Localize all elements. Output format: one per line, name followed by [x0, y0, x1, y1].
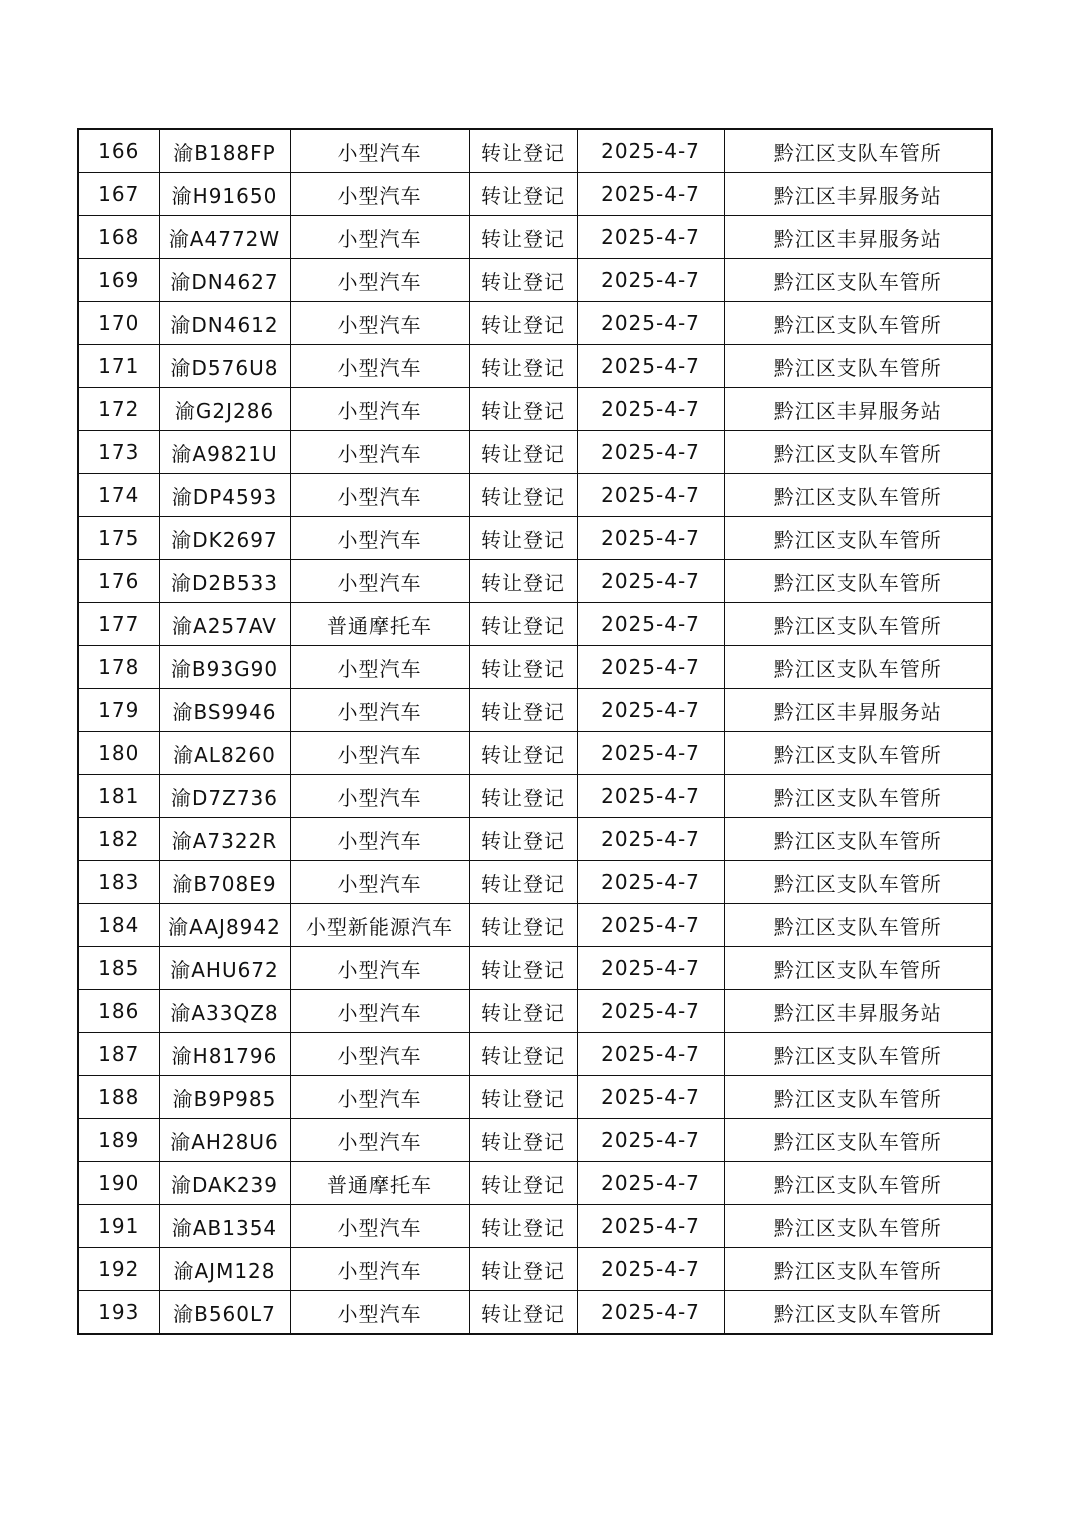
plate-number-cell: 渝A33QZ8	[159, 990, 290, 1033]
table-row	[78, 732, 992, 775]
office-cell: 黔江区支队车管所	[724, 1119, 992, 1162]
table-row	[78, 1162, 992, 1205]
vehicle-type-cell: 小型汽车	[290, 775, 469, 818]
date-cell: 2025-4-7	[577, 1119, 724, 1162]
vehicle-type-cell: 小型汽车	[290, 474, 469, 517]
office-cell: 黔江区支队车管所	[724, 861, 992, 904]
business-type-cell: 转让登记	[469, 646, 577, 689]
vehicle-type-cell: 小型汽车	[290, 129, 469, 173]
date-cell: 2025-4-7	[577, 1205, 724, 1248]
row-number-cell: 184	[78, 904, 159, 947]
office-cell: 黔江区支队车管所	[724, 1248, 992, 1291]
row-number-cell: 177	[78, 603, 159, 646]
business-type-cell: 转让登记	[469, 388, 577, 431]
table-row	[78, 1119, 992, 1162]
office-cell: 黔江区支队车管所	[724, 259, 992, 302]
date-cell: 2025-4-7	[577, 861, 724, 904]
date-cell: 2025-4-7	[577, 904, 724, 947]
row-number-cell: 188	[78, 1076, 159, 1119]
table-row	[78, 689, 992, 732]
vehicle-type-cell: 小型汽车	[290, 1205, 469, 1248]
row-number-cell: 178	[78, 646, 159, 689]
office-cell: 黔江区支队车管所	[724, 345, 992, 388]
vehicle-type-cell: 小型汽车	[290, 517, 469, 560]
table-row	[78, 947, 992, 990]
vehicle-type-cell: 小型汽车	[290, 1033, 469, 1076]
plate-number-cell: 渝A4772W	[159, 216, 290, 259]
office-cell: 黔江区支队车管所	[724, 947, 992, 990]
plate-number-cell: 渝AH28U6	[159, 1119, 290, 1162]
date-cell: 2025-4-7	[577, 732, 724, 775]
table-row	[78, 990, 992, 1033]
table-row	[78, 904, 992, 947]
table-row	[78, 1033, 992, 1076]
row-number-cell: 167	[78, 173, 159, 216]
business-type-cell: 转让登记	[469, 990, 577, 1033]
table-row	[78, 646, 992, 689]
table-row	[78, 1076, 992, 1119]
date-cell: 2025-4-7	[577, 947, 724, 990]
office-cell: 黔江区支队车管所	[724, 1076, 992, 1119]
business-type-cell: 转让登记	[469, 474, 577, 517]
business-type-cell: 转让登记	[469, 603, 577, 646]
row-number-cell: 187	[78, 1033, 159, 1076]
business-type-cell: 转让登记	[469, 1248, 577, 1291]
vehicle-type-cell: 普通摩托车	[290, 603, 469, 646]
row-number-cell: 190	[78, 1162, 159, 1205]
row-number-cell: 173	[78, 431, 159, 474]
vehicle-type-cell: 小型汽车	[290, 732, 469, 775]
vehicle-type-cell: 小型汽车	[290, 560, 469, 603]
date-cell: 2025-4-7	[577, 560, 724, 603]
date-cell: 2025-4-7	[577, 1033, 724, 1076]
plate-number-cell: 渝DP4593	[159, 474, 290, 517]
row-number-cell: 185	[78, 947, 159, 990]
plate-number-cell: 渝D7Z736	[159, 775, 290, 818]
plate-number-cell: 渝G2J286	[159, 388, 290, 431]
business-type-cell: 转让登记	[469, 173, 577, 216]
vehicle-registration-table	[77, 128, 993, 1335]
office-cell: 黔江区支队车管所	[724, 732, 992, 775]
office-cell: 黔江区支队车管所	[724, 603, 992, 646]
business-type-cell: 转让登记	[469, 947, 577, 990]
table-row	[78, 474, 992, 517]
date-cell: 2025-4-7	[577, 1076, 724, 1119]
date-cell: 2025-4-7	[577, 1291, 724, 1335]
vehicle-type-cell: 小型汽车	[290, 388, 469, 431]
table-row	[78, 517, 992, 560]
business-type-cell: 转让登记	[469, 1205, 577, 1248]
row-number-cell: 186	[78, 990, 159, 1033]
row-number-cell: 189	[78, 1119, 159, 1162]
office-cell: 黔江区支队车管所	[724, 517, 992, 560]
row-number-cell: 166	[78, 129, 159, 173]
plate-number-cell: 渝D576U8	[159, 345, 290, 388]
office-cell: 黔江区支队车管所	[724, 818, 992, 861]
plate-number-cell: 渝B188FP	[159, 129, 290, 173]
office-cell: 黔江区丰昇服务站	[724, 990, 992, 1033]
plate-number-cell: 渝DAK239	[159, 1162, 290, 1205]
business-type-cell: 转让登记	[469, 560, 577, 603]
plate-number-cell: 渝D2B533	[159, 560, 290, 603]
date-cell: 2025-4-7	[577, 345, 724, 388]
table-row	[78, 431, 992, 474]
table-row	[78, 603, 992, 646]
table-row	[78, 129, 992, 173]
date-cell: 2025-4-7	[577, 129, 724, 173]
table-row	[78, 388, 992, 431]
table-body	[78, 129, 992, 1334]
business-type-cell: 转让登记	[469, 517, 577, 560]
plate-number-cell: 渝A9821U	[159, 431, 290, 474]
plate-number-cell: 渝A7322R	[159, 818, 290, 861]
office-cell: 黔江区支队车管所	[724, 1162, 992, 1205]
vehicle-type-cell: 小型汽车	[290, 173, 469, 216]
date-cell: 2025-4-7	[577, 259, 724, 302]
business-type-cell: 转让登记	[469, 904, 577, 947]
row-number-cell: 181	[78, 775, 159, 818]
date-cell: 2025-4-7	[577, 1162, 724, 1205]
office-cell: 黔江区支队车管所	[724, 302, 992, 345]
business-type-cell: 转让登记	[469, 1162, 577, 1205]
date-cell: 2025-4-7	[577, 216, 724, 259]
office-cell: 黔江区丰昇服务站	[724, 216, 992, 259]
plate-number-cell: 渝H81796	[159, 1033, 290, 1076]
row-number-cell: 180	[78, 732, 159, 775]
business-type-cell: 转让登记	[469, 775, 577, 818]
vehicle-type-cell: 小型汽车	[290, 1076, 469, 1119]
office-cell: 黔江区支队车管所	[724, 431, 992, 474]
vehicle-type-cell: 普通摩托车	[290, 1162, 469, 1205]
vehicle-type-cell: 小型汽车	[290, 1291, 469, 1335]
office-cell: 黔江区丰昇服务站	[724, 689, 992, 732]
office-cell: 黔江区支队车管所	[724, 474, 992, 517]
business-type-cell: 转让登记	[469, 216, 577, 259]
table-row	[78, 818, 992, 861]
business-type-cell: 转让登记	[469, 689, 577, 732]
row-number-cell: 170	[78, 302, 159, 345]
business-type-cell: 转让登记	[469, 259, 577, 302]
office-cell: 黔江区支队车管所	[724, 1033, 992, 1076]
business-type-cell: 转让登记	[469, 818, 577, 861]
date-cell: 2025-4-7	[577, 603, 724, 646]
plate-number-cell: 渝AAJ8942	[159, 904, 290, 947]
vehicle-type-cell: 小型汽车	[290, 345, 469, 388]
row-number-cell: 174	[78, 474, 159, 517]
plate-number-cell: 渝B93G90	[159, 646, 290, 689]
date-cell: 2025-4-7	[577, 990, 724, 1033]
business-type-cell: 转让登记	[469, 302, 577, 345]
date-cell: 2025-4-7	[577, 388, 724, 431]
business-type-cell: 转让登记	[469, 861, 577, 904]
row-number-cell: 175	[78, 517, 159, 560]
date-cell: 2025-4-7	[577, 517, 724, 560]
row-number-cell: 171	[78, 345, 159, 388]
date-cell: 2025-4-7	[577, 302, 724, 345]
vehicle-type-cell: 小型汽车	[290, 431, 469, 474]
plate-number-cell: 渝AB1354	[159, 1205, 290, 1248]
row-number-cell: 192	[78, 1248, 159, 1291]
business-type-cell: 转让登记	[469, 1119, 577, 1162]
table-row	[78, 1205, 992, 1248]
vehicle-type-cell: 小型汽车	[290, 818, 469, 861]
office-cell: 黔江区支队车管所	[724, 129, 992, 173]
vehicle-type-cell: 小型汽车	[290, 646, 469, 689]
plate-number-cell: 渝B9P985	[159, 1076, 290, 1119]
row-number-cell: 179	[78, 689, 159, 732]
business-type-cell: 转让登记	[469, 129, 577, 173]
vehicle-type-cell: 小型汽车	[290, 302, 469, 345]
plate-number-cell: 渝DK2697	[159, 517, 290, 560]
business-type-cell: 转让登记	[469, 431, 577, 474]
row-number-cell: 183	[78, 861, 159, 904]
plate-number-cell: 渝AL8260	[159, 732, 290, 775]
vehicle-type-cell: 小型汽车	[290, 1248, 469, 1291]
date-cell: 2025-4-7	[577, 431, 724, 474]
business-type-cell: 转让登记	[469, 1076, 577, 1119]
table-row	[78, 345, 992, 388]
table-row	[78, 861, 992, 904]
date-cell: 2025-4-7	[577, 1248, 724, 1291]
office-cell: 黔江区支队车管所	[724, 560, 992, 603]
office-cell: 黔江区支队车管所	[724, 775, 992, 818]
plate-number-cell: 渝B708E9	[159, 861, 290, 904]
table-row	[78, 560, 992, 603]
row-number-cell: 172	[78, 388, 159, 431]
office-cell: 黔江区支队车管所	[724, 1205, 992, 1248]
office-cell: 黔江区丰昇服务站	[724, 388, 992, 431]
office-cell: 黔江区支队车管所	[724, 646, 992, 689]
row-number-cell: 176	[78, 560, 159, 603]
table-row	[78, 1248, 992, 1291]
row-number-cell: 169	[78, 259, 159, 302]
office-cell: 黔江区支队车管所	[724, 904, 992, 947]
vehicle-type-cell: 小型汽车	[290, 947, 469, 990]
row-number-cell: 193	[78, 1291, 159, 1335]
office-cell: 黔江区支队车管所	[724, 1291, 992, 1335]
date-cell: 2025-4-7	[577, 689, 724, 732]
table-row	[78, 173, 992, 216]
vehicle-type-cell: 小型新能源汽车	[290, 904, 469, 947]
date-cell: 2025-4-7	[577, 775, 724, 818]
plate-number-cell: 渝AHU672	[159, 947, 290, 990]
table-row	[78, 216, 992, 259]
table-row	[78, 259, 992, 302]
plate-number-cell: 渝AJM128	[159, 1248, 290, 1291]
plate-number-cell: 渝DN4612	[159, 302, 290, 345]
business-type-cell: 转让登记	[469, 1291, 577, 1335]
business-type-cell: 转让登记	[469, 1033, 577, 1076]
date-cell: 2025-4-7	[577, 818, 724, 861]
table-row	[78, 775, 992, 818]
vehicle-type-cell: 小型汽车	[290, 990, 469, 1033]
office-cell: 黔江区丰昇服务站	[724, 173, 992, 216]
business-type-cell: 转让登记	[469, 732, 577, 775]
table-row	[78, 302, 992, 345]
row-number-cell: 182	[78, 818, 159, 861]
vehicle-type-cell: 小型汽车	[290, 216, 469, 259]
date-cell: 2025-4-7	[577, 646, 724, 689]
date-cell: 2025-4-7	[577, 173, 724, 216]
business-type-cell: 转让登记	[469, 345, 577, 388]
vehicle-type-cell: 小型汽车	[290, 1119, 469, 1162]
vehicle-type-cell: 小型汽车	[290, 861, 469, 904]
plate-number-cell: 渝A257AV	[159, 603, 290, 646]
table-row	[78, 1291, 992, 1335]
date-cell: 2025-4-7	[577, 474, 724, 517]
plate-number-cell: 渝B560L7	[159, 1291, 290, 1335]
row-number-cell: 168	[78, 216, 159, 259]
row-number-cell: 191	[78, 1205, 159, 1248]
plate-number-cell: 渝BS9946	[159, 689, 290, 732]
vehicle-type-cell: 小型汽车	[290, 689, 469, 732]
plate-number-cell: 渝DN4627	[159, 259, 290, 302]
vehicle-type-cell: 小型汽车	[290, 259, 469, 302]
plate-number-cell: 渝H91650	[159, 173, 290, 216]
